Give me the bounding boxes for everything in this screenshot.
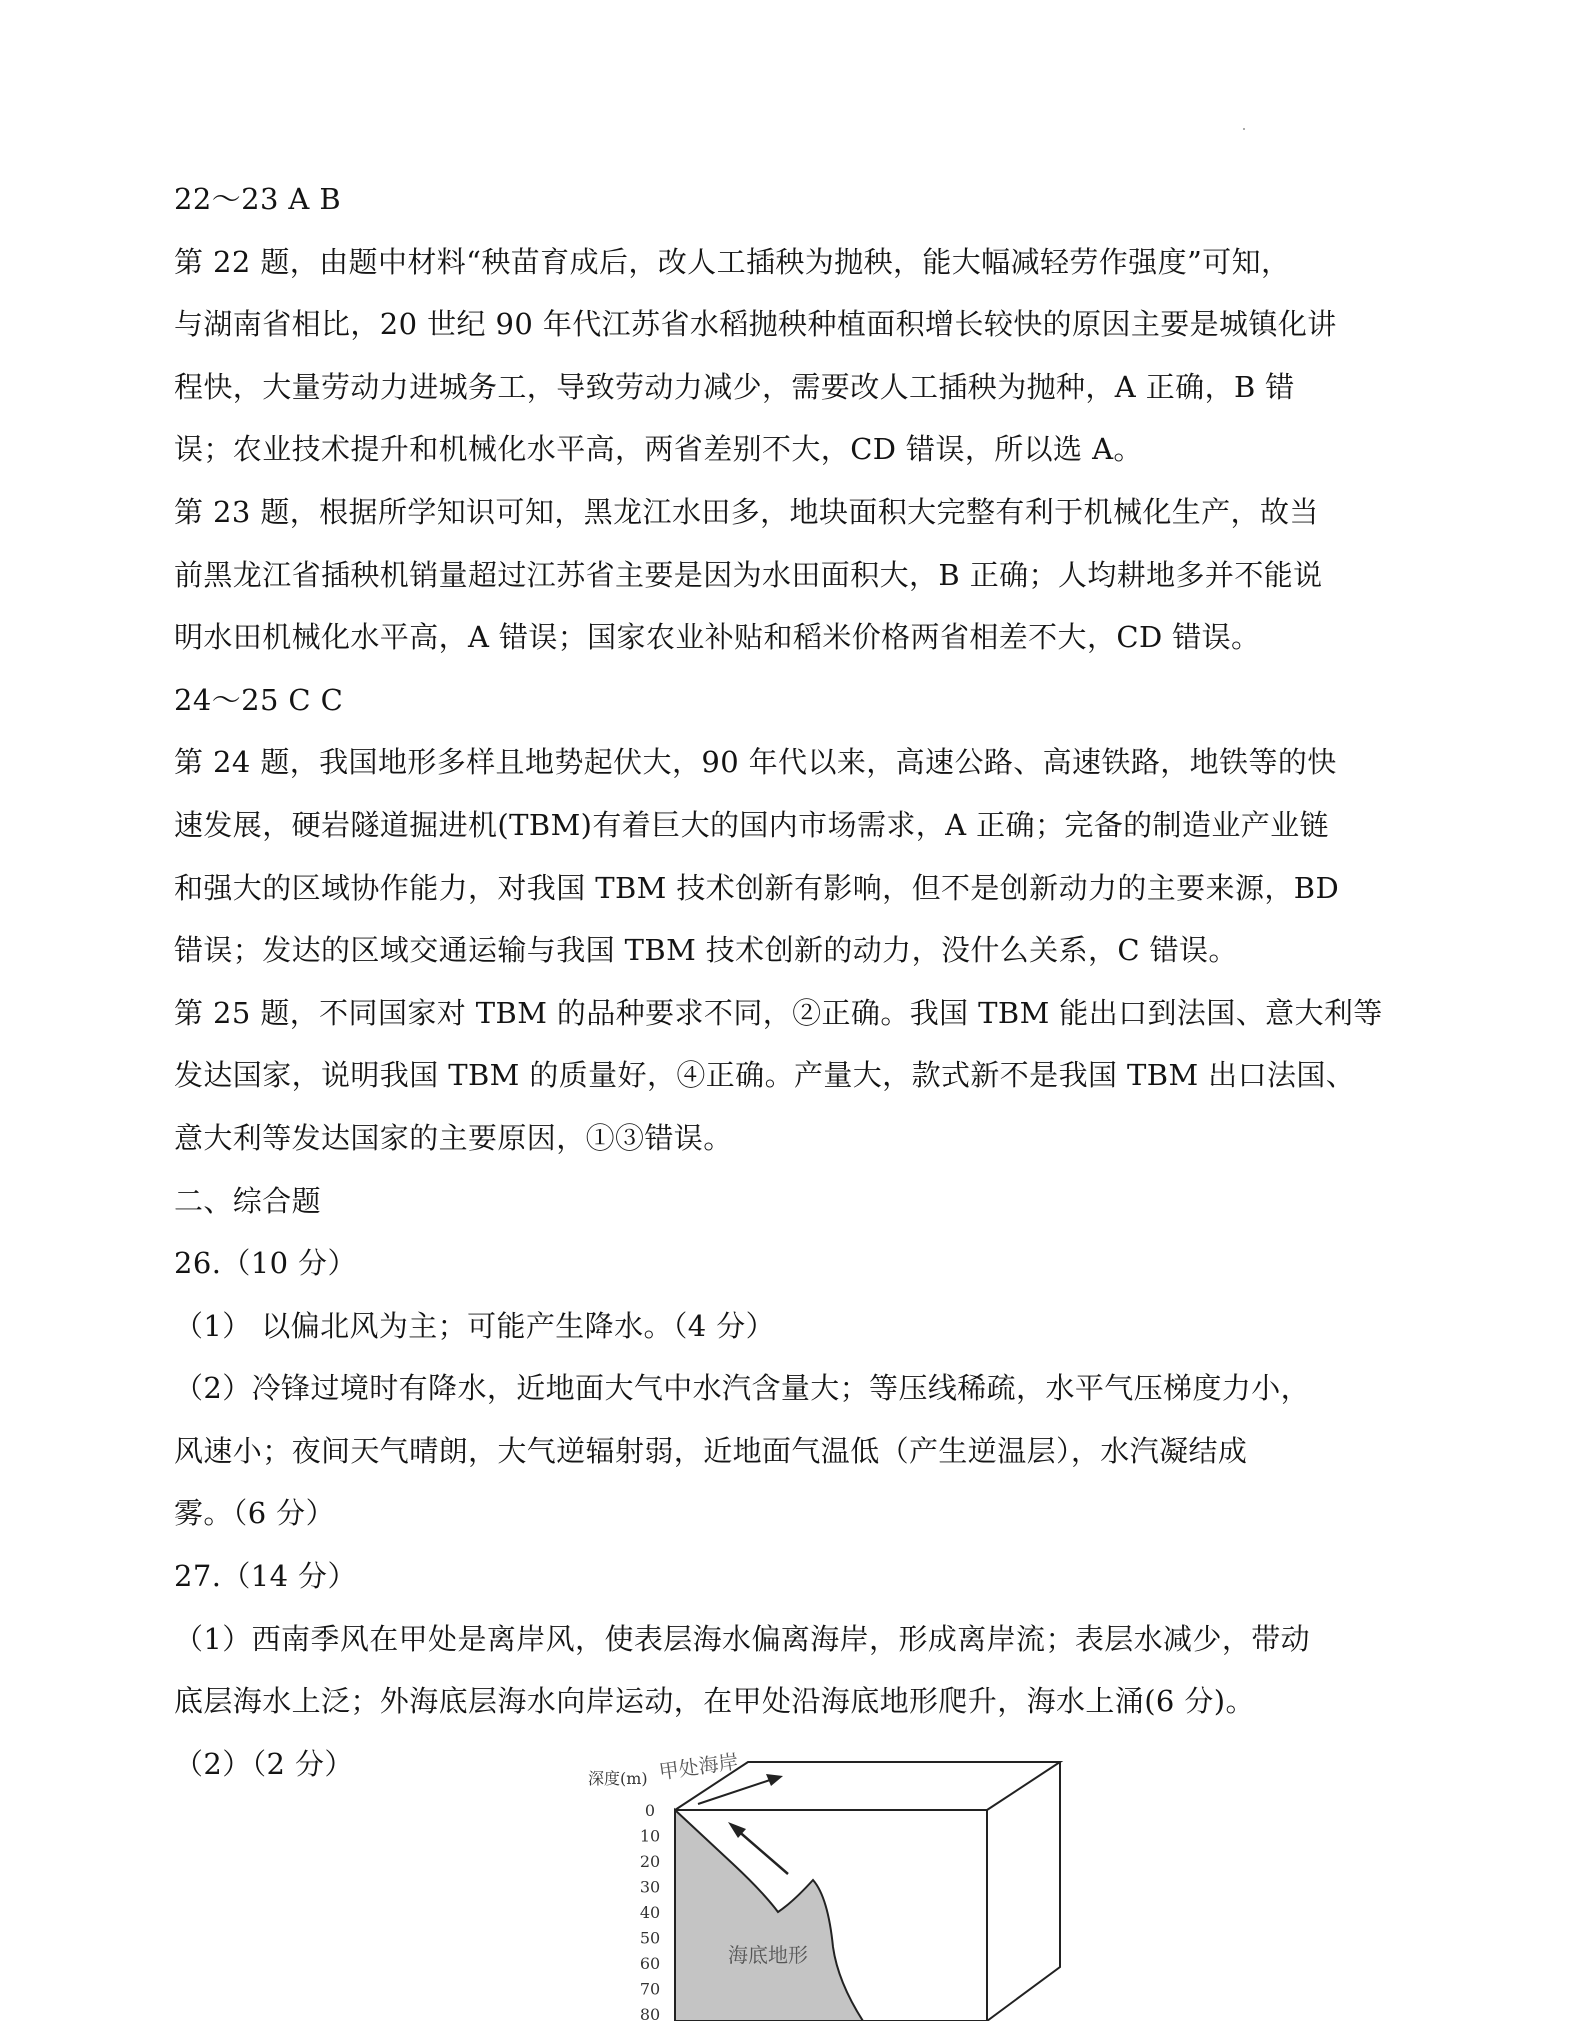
q23-line-3: 明水田机械化水平高，A 错误；国家农业补贴和稻米价格两省相差不大，CD 错误。 (174, 620, 1261, 655)
q22-line-4: 误；农业技术提升和机械化水平高，两省差别不大，CD 错误，所以选 A。 (174, 432, 1143, 467)
q24-line-2: 速发展，硬岩隧道掘进机(TBM)有着巨大的国内市场需求，A 正确；完备的制造业产业链 (174, 807, 1329, 842)
q22-line-3: 程快，大量劳动力进城务工，导致劳动力减少，需要改人工插秧为抛种，A 正确，B 错 (174, 369, 1295, 404)
q24-line-1: 第 24 题，我国地形多样且地势起伏大，90 年代以来，高速公路、高速铁路，地铁等的快 (174, 745, 1337, 780)
answer-24-25: 24～25 C C (174, 682, 344, 717)
q24-line-3: 和强大的区域协作能力，对我国 TBM 技术创新有影响，但不是创新动力的主要来源，BD (174, 870, 1340, 905)
surface-arrow-head (766, 1774, 783, 1786)
q27-part-2: （2）（2 分） (174, 1746, 354, 1781)
depth-tick-60: 60 (639, 1954, 661, 1973)
depth-tick-40: 40 (639, 1903, 661, 1922)
seabed-shape (675, 1810, 863, 2021)
upwelling-diagram-svg (588, 1742, 1108, 2021)
q25-line-2: 发达国家，说明我国 TBM 的质量好，④正确。产量大，款式新不是我国 TBM 出口法国、 (174, 1058, 1356, 1093)
depth-tick-30: 30 (639, 1877, 661, 1897)
upwelling-diagram (588, 1742, 1108, 2021)
q26-part-2-line-1: （2）冷锋过境时有降水，近地面大气中水汽含量大；等压线稀疏，水平气压梯度力小， (174, 1371, 1311, 1406)
coast-label: 甲处海岸 (657, 1749, 740, 1784)
q26-part-1: （1） 以偏北风为主；可能产生降水。（4 分） (174, 1308, 776, 1343)
depth-tick-80: 80 (639, 2005, 661, 2021)
q27-part-1-line-1: （1）西南季风在甲处是离岸风，使表层海水偏离海岸，形成离岸流；表层水减少，带动 (174, 1621, 1311, 1656)
q25-line-3: 意大利等发达国家的主要原因，①③错误。 (174, 1120, 733, 1155)
q26-part-2-line-3: 雾。（6 分） (174, 1496, 335, 1531)
section-heading: 二、综合题 (174, 1183, 322, 1218)
depth-tick-10: 10 (639, 1826, 661, 1846)
depth-axis-label: 深度(m) (588, 1769, 648, 1788)
q27-heading: 27.（14 分） (174, 1559, 357, 1594)
box-side (987, 1762, 1060, 2021)
q23-line-1: 第 23 题，根据所学知识可知，黑龙江水田多，地块面积大完整有利于机械化生产，故当 (174, 494, 1319, 529)
depth-tick-70: 70 (639, 1979, 661, 1999)
depth-tick-20: 20 (639, 1852, 661, 1871)
q23-line-2: 前黑龙江省插秧机销量超过江苏省主要是因为水田面积大，B 正确；人均耕地多并不能说 (174, 557, 1323, 592)
q26-part-2-line-2: 风速小；夜间天气晴朗，大气逆辐射弱，近地面气温低（产生逆温层），水汽凝结成 (174, 1433, 1248, 1468)
q22-line-1: 第 22 题，由题中材料“秧苗育成后，改人工插秧为抛秧，能大幅减轻劳作强度”可知， (174, 244, 1291, 279)
depth-tick-50: 50 (639, 1928, 661, 1948)
answer-text (174, 168, 1436, 1795)
q22-line-2: 与湖南省相比，20 世纪 90 年代江苏省水稻抛秧种植面积增长较快的原因主要是城镇化讲 (174, 307, 1337, 342)
scan-speck (1243, 128, 1245, 130)
q25-line-1: 第 25 题，不同国家对 TBM 的品种要求不同，②正确。我国 TBM 能出口到法国、意大利等 (174, 995, 1383, 1030)
depth-tick-0: 0 (644, 1801, 656, 1820)
upwelling-arrow (736, 1829, 788, 1874)
seabed-label: 海底地形 (728, 1943, 808, 1967)
depth-ticks (640, 1801, 660, 2021)
q24-line-4: 错误；发达的区域交通运输与我国 TBM 技术创新的动力，没什么关系，C 错误。 (174, 933, 1238, 968)
q26-heading: 26.（10 分） (174, 1246, 357, 1281)
surface-current-arrow (698, 1779, 773, 1804)
answer-22-23: 22～23 A B (174, 182, 342, 216)
q27-part-1-line-2: 底层海水上泛；外海底层海水向岸运动，在甲处沿海底地形爬升，海水上涌(6 分)。 (174, 1684, 1255, 1719)
